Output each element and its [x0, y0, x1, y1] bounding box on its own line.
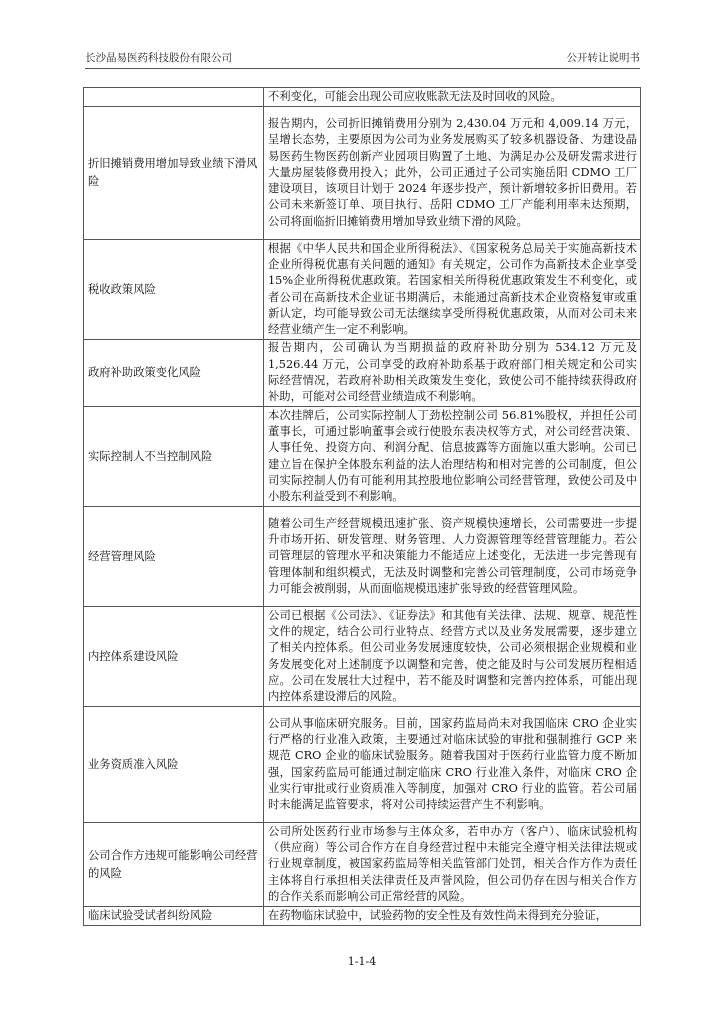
table-row — [84, 707, 641, 823]
risk-name: 业务资质准入风险 — [84, 707, 264, 823]
table-row — [84, 240, 641, 340]
risk-name: 政府补助政策变化风险 — [84, 340, 264, 407]
risk-description: 公司已根据《公司法》、《证券法》和其他有关法律、法规、规章、规范性文件的规定，结合公司行业特点、经营方式以及业务发展需要，逐步建立了相关内控体系。但公司业务发展速度较快，公司必须根据企业规模和业务发展变化对上述制度予以调整和完善，使之能及时与公司发展历程相适应。公司在发展壮大过程中，若不能及时调整和完善内控体系，可能出现内控体系建设滞后的风险。 — [264, 607, 641, 707]
risk-name: 公司合作方违规可能影响公司经营的风险 — [84, 823, 264, 907]
risk-name: 实际控制人不当控制风险 — [84, 407, 264, 507]
table-row — [84, 407, 641, 507]
table-row — [84, 907, 641, 926]
table-row — [84, 507, 641, 607]
risk-description: 本次挂牌后，公司实际控制人丁劲松控制公司 56.81%股权，并担任公司董事长，可通过影响董事会或行使股东表决权等方式，对公司经营决策、人事任免、投资方向、利润分配、信息披露等方面施以重大影响。公司已建立旨在保护全体股东利益的法人治理结构和相对完善的公司制度，但公司实际控制人仍有可能利用其控股地位影响公司经营管理，致使公司及中小股东利益受到不利影响。 — [264, 407, 641, 507]
table-row — [84, 340, 641, 407]
risk-description: 随着公司生产经营规模迅速扩张、资产规模快速增长，公司需要进一步提升市场开拓、研发管理、财务管理、人力资源管理等经营管理能力。若公司管理层的管理水平和决策能力不能适应上述变化，无法进一步完善现有管理体制和组织模式，无法及时调整和完善公司管理制度，公司市场竞争力可能会被削弱，从而面临规模迅速扩张导致的经营管理风险。 — [264, 507, 641, 607]
header-divider — [85, 68, 640, 69]
page-number: 1-1-4 — [347, 955, 377, 968]
risk-table — [83, 87, 641, 926]
table-row — [84, 607, 641, 707]
table-row — [84, 107, 641, 240]
company-name: 长沙晶易医药科技股份有限公司 — [85, 52, 232, 64]
risk-description: 根据《中华人民共和国企业所得税法》、《国家税务总局关于实施高新技术企业所得税优惠有关问题的通知》有关规定，公司作为高新技术企业享受 15%企业所得税优惠政策。若国家相关所得税优惠政策发生不利变化，或者公司在高新技术企业证书期满后，未能通过高新技术企业资格复审或重新认定，均可能导致公司无法继续享受所得税优惠政策，从而对公司未来经营业绩产生一定不利影响。 — [264, 240, 641, 340]
table-row — [84, 823, 641, 907]
risk-description: 公司所处医药行业市场参与主体众多，若申办方（客户）、临床试验机构（供应商）等公司合作方在自身经营过程中未能完全遵守相关法律法规或行业规章制度，被国家药监局等相关监管部门处罚，相关合作方作为责任主体将自行承担相关法律责任及声誉风险，但公司仍存在因与相关合作方的合作关系而影响公司正常经营的风险。 — [264, 823, 641, 907]
risk-description: 在药物临床试验中，试验药物的安全性及有效性尚未得到充分验证， — [264, 907, 641, 926]
risk-description: 不利变化，可能会出现公司应收账款无法及时回收的风险。 — [264, 88, 641, 107]
risk-description: 报告期内，公司折旧摊销费用分别为 2,430.04 万元和 4,009.14 万元，呈增长态势，主要原因为公司为业务发展购买了较多机器设备、为建设晶易医药生物医药创新产业园项目购置了土地、为满足办公及研发需求进行大量房屋装修费用投入；此外，公司正通过子公司实施岳阳 CDMO 工厂建设项目，该项目计划于 2024 年逐步投产，预计新增较多折旧费用。若公司未来新签订单、项目执行、岳阳 CDMO 工厂产能利用率未达预期，公司将面临折旧摊销费用增加导致业绩下滑的风险。 — [264, 107, 641, 240]
risk-name: 折旧摊销费用增加导致业绩下滑风险 — [84, 107, 264, 240]
table-row — [84, 88, 641, 107]
risk-description: 报告期内，公司确认为当期损益的政府补助分别为 534.12 万元及 1,526.44 万元，公司享受的政府补助系基于政府部门相关规定和公司实际经营情况，若政府补助相关政策发生变化，致使公司不能持续获得政府补助，可能对公司经营业绩造成不利影响。 — [264, 340, 641, 407]
risk-name — [84, 88, 264, 107]
risk-name: 临床试验受试者纠纷风险 — [84, 907, 264, 926]
document-type: 公开转让说明书 — [566, 52, 640, 64]
page-header — [85, 50, 640, 66]
risk-name: 经营管理风险 — [84, 507, 264, 607]
risk-description: 公司从事临床研究服务。目前，国家药监局尚未对我国临床 CRO 企业实行严格的行业准入政策，主要通过对临床试验的审批和强制推行 GCP 来规范 CRO 企业的临床试验服务。随着我国对于医药行业监管力度不断加强，国家药监局可能通过制定临床 CRO 行业准入条件，对临床 CRO 企业实行审批或行业资质准入等制度，加强对 CRO 行业的监管。若公司届时未能满足监管要求，将对公司持续运营产生不利影响。 — [264, 707, 641, 823]
risk-name: 内控体系建设风险 — [84, 607, 264, 707]
risk-name: 税收政策风险 — [84, 240, 264, 340]
